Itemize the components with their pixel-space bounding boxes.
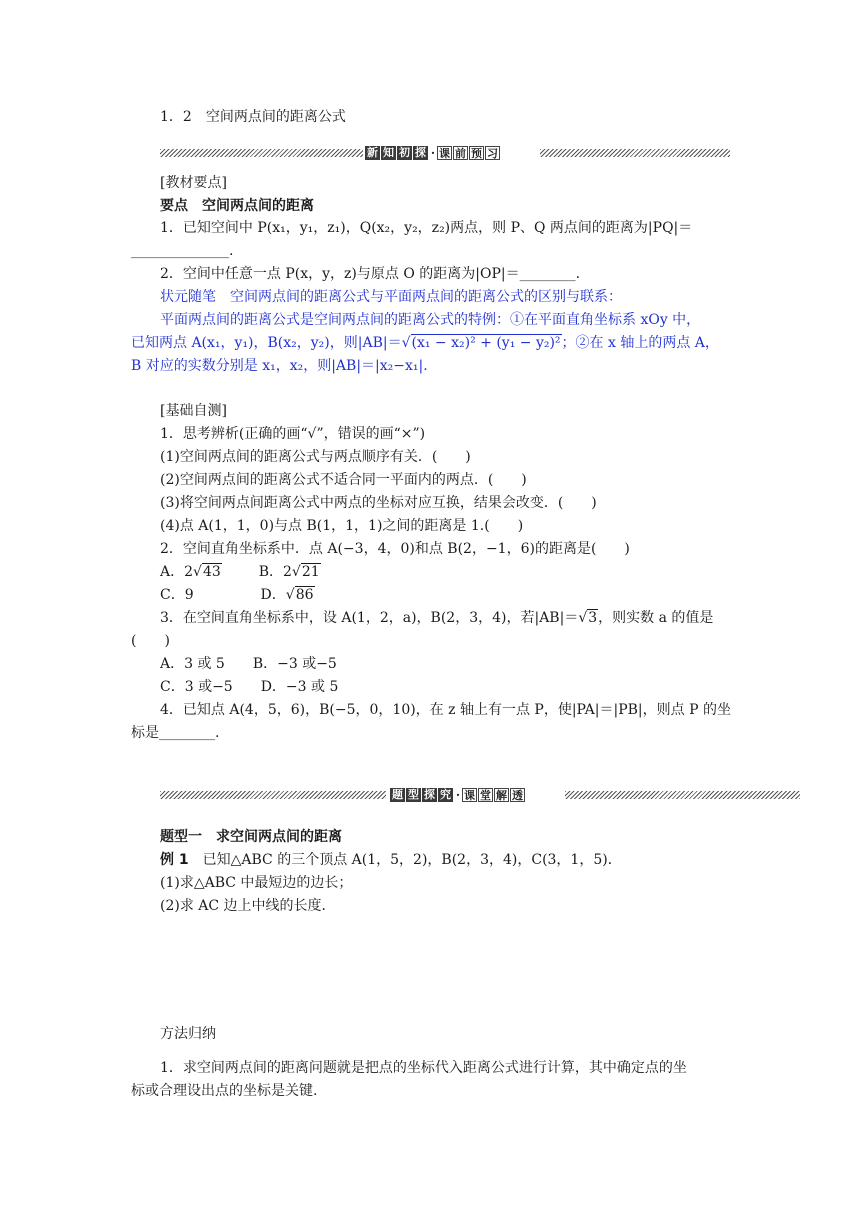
q1-4: (4)点 A(1，1，0)与点 B(1，1，1)之间的距离是 1.( ) xyxy=(160,518,524,534)
banner-new-knowledge xyxy=(160,145,730,161)
q1-2: (2)空间两点间的距离公式不适合同一平面内的两点．( ) xyxy=(160,472,527,488)
q2-option-b-sqrt: 21 xyxy=(301,564,320,580)
q2-option-a: A．2 xyxy=(160,564,194,580)
sqrt-sign: √ xyxy=(285,587,295,603)
sqrt-sign: √ xyxy=(578,610,588,626)
banner-char: 透 xyxy=(512,789,523,802)
banner-dot: · xyxy=(430,146,436,160)
example-1 xyxy=(160,850,622,870)
example-text: 已知△ABC 的三个顶点 A(1，5，2)，B(2，3，4)，C(3，1，5)． xyxy=(188,852,622,868)
q3-options-cd: C．3 或−5 D．−3 或 5 xyxy=(160,679,339,695)
note-line2-end: ；②在 x 轴上的两点 A， xyxy=(561,335,719,351)
q3-line2: ( ) xyxy=(131,633,170,649)
item1-line2: ______________. xyxy=(131,243,234,259)
textbook-points-label: [教材要点] xyxy=(160,175,227,191)
note-line1: 平面两点间的距离公式是空间两点间的距离公式的特例：①在平面直角坐标系 xOy 中， xyxy=(160,312,701,328)
note-sqrt-expression: (x₁ − x₂)² + (y₁ − y₂)² xyxy=(411,335,561,351)
q2-option-b: B．2 xyxy=(258,564,292,580)
banner-char: 题 xyxy=(392,788,403,801)
q2-option-d: D． xyxy=(260,587,286,603)
method-line1: 1．求空间两点间的距离问题就是把点的坐标代入距离公式进行计算，其中确定点的坐 xyxy=(160,1060,687,1076)
banner-char: 课 xyxy=(464,789,475,802)
example-part-1: (1)求△ABC 中最短边的边长； xyxy=(160,875,353,891)
note-line2 xyxy=(131,333,719,353)
q2-option-a-sqrt: 43 xyxy=(202,564,221,580)
point-title: 要点 空间两点间的距离 xyxy=(160,198,314,214)
type-one-title: 题型一 求空间两点间的距离 xyxy=(160,829,342,845)
q4-line1: 4．已知点 A(4，5，6)，B(−5，0，10)，在 z 轴上有一点 P，使|PA|＝|PB|，则点 P 的坐 xyxy=(160,702,731,718)
banner-char: 解 xyxy=(496,789,507,802)
banner-dot: · xyxy=(455,788,461,802)
banner-char: 课 xyxy=(439,147,450,160)
example-part-2: (2)求 AC 边上中线的长度． xyxy=(160,898,336,914)
basic-test-label: [基础自测] xyxy=(160,403,227,419)
banner-char: 前 xyxy=(455,147,466,160)
banner-char: 习 xyxy=(487,147,498,160)
q1: 1．思考辨析(正确的画“√”，错误的画“×”) xyxy=(160,426,426,442)
banner-char: 堂 xyxy=(480,789,491,802)
q3-end: ，则实数 a 的值是 xyxy=(598,610,714,626)
note-line2-start: 已知两点 A(x₁，y₁)，B(x₂，y₂)，则|AB|＝ xyxy=(131,335,402,351)
banner-char: 新 xyxy=(367,146,378,159)
note-title: 状元随笔 空间两点间的距离公式与平面两点间的距离公式的区别与联系： xyxy=(160,289,622,305)
banner-problem-types xyxy=(160,787,800,803)
method-line2: 标或合理设出点的坐标是关键. xyxy=(131,1083,318,1099)
banner-hatch-left xyxy=(160,149,363,157)
banner-hatch-right xyxy=(540,149,730,157)
sqrt-sign: √ xyxy=(401,335,411,351)
item1-line1: 1．已知空间中 P(x₁，y₁，z₁)，Q(x₂，y₂，z₂)两点，则 P、Q 两点间的距离为|PQ|＝ xyxy=(160,220,693,236)
q3-sqrt: 3 xyxy=(588,610,598,626)
q2-option-d-sqrt: 86 xyxy=(295,587,314,603)
method-summary-title: 方法归纳 xyxy=(160,1026,216,1042)
q3-options-ab: A．3 或 5 B．−3 或−5 xyxy=(160,656,337,672)
q4-line2: 标是________. xyxy=(131,725,220,741)
note-line3: B 对应的实数分别是 x₁，x₂，则|AB|＝|x₂−x₁|. xyxy=(131,358,428,374)
q1-1: (1)空间两点间的距离公式与两点顺序有关．( ) xyxy=(160,449,471,465)
sqrt-sign: √ xyxy=(193,564,202,580)
q2-option-c: C．9 xyxy=(160,587,194,603)
banner-badge xyxy=(365,145,501,161)
banner-badge xyxy=(390,787,526,803)
item2: 2．空间中任意一点 P(x，y，z)与原点 O 的距离为|OP|＝________. xyxy=(160,266,581,282)
sqrt-sign: √ xyxy=(291,564,301,580)
banner-char: 型 xyxy=(408,788,419,801)
q3-line1 xyxy=(160,608,713,628)
example-label: 例 1 xyxy=(160,852,189,868)
section-heading: 1．2 空间两点间的距离公式 xyxy=(160,109,346,125)
banner-char: 究 xyxy=(440,788,451,801)
q3-start: 3．在空间直角坐标系中，设 A(1，2，a)，B(2，3，4)，若|AB|＝ xyxy=(160,610,579,626)
banner-hatch-right xyxy=(565,791,800,799)
banner-char: 预 xyxy=(471,147,482,160)
banner-char: 初 xyxy=(399,146,410,159)
q2: 2．空间直角坐标系中．点 A(−3，4，0)和点 B(2，−1，6)的距离是( ) xyxy=(160,541,630,557)
banner-char: 知 xyxy=(383,146,394,159)
q1-3: (3)将空间两点间距离公式中两点的坐标对应互换，结果会改变．( ) xyxy=(160,495,597,511)
banner-hatch-left xyxy=(160,791,386,799)
q2-options-cd xyxy=(160,585,315,605)
q2-options-ab xyxy=(160,562,321,582)
banner-char: 探 xyxy=(415,146,426,159)
banner-char: 探 xyxy=(424,788,435,801)
